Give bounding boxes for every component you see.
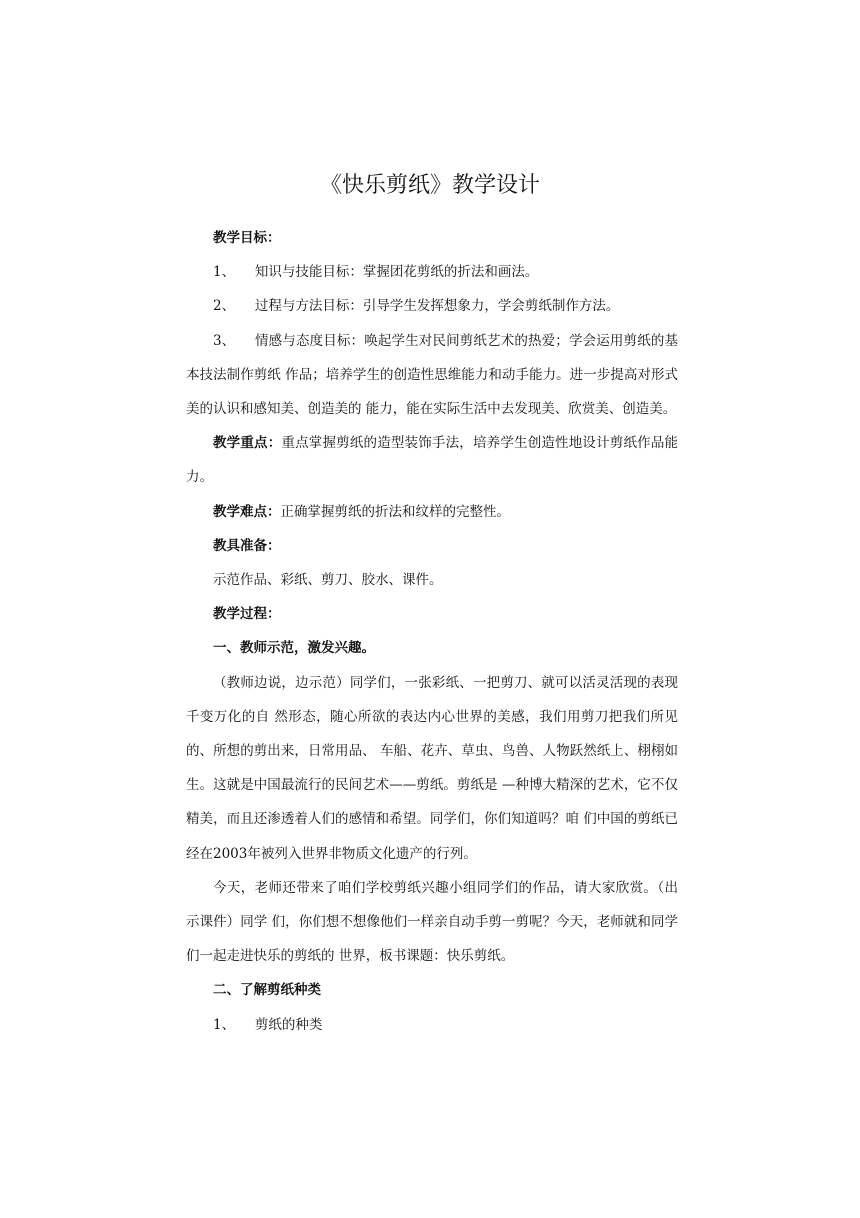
- document-body: [186, 221, 678, 1042]
- item-number: 1、: [213, 1016, 236, 1033]
- section-2-item-1: [186, 1008, 678, 1042]
- difficulty-label: 教学难点：: [213, 503, 281, 520]
- tools-heading: 教具准备：: [213, 537, 281, 554]
- item-text: 剪纸的种类: [254, 1016, 323, 1033]
- process-heading: 教学过程：: [213, 606, 281, 623]
- difficulty-paragraph: [186, 495, 678, 529]
- section-1-paragraph-2: 今天，老师还带来了咱们学校剪纸兴趣小组同学们的作品，请大家欣赏。（出示课件）同学 们，你们想不想像他们一样亲自动手剪一剪呢？今天，老师就和同学们一起走进快乐的剪纸的 世界，板书课题：快乐剪纸。: [186, 879, 678, 965]
- objective-number: 3、: [213, 332, 236, 349]
- objective-number: 1、: [213, 264, 236, 281]
- key-point-label: 教学重点：: [213, 435, 282, 452]
- section-1-paragraph-1: （教师边说，边示范）同学们，一张彩纸、一把剪刀、就可以活灵活现的表现千变万化的自 然形态，随心所欲的表达内心世界的美感，我们用剪刀把我们所见的、所想的剪出来，日常用品、 车船、花卉、草虫、鸟兽、人物跃然纸上、栩栩如生。这就是中国最流行的民间艺术——剪纸。剪纸是 —种博大精深的艺术，它不仅精美，而且还渗透着人们的感情和希望。同学们，你们知道吗？咱 们中国的剪纸已经在2003年被列入世界非物质文化遗产的行列。: [186, 674, 678, 862]
- section-1-heading: 一、教师示范，激发兴趣。: [213, 640, 375, 657]
- objective-number: 2、: [213, 298, 236, 315]
- key-point-text: 重点掌握剪纸的造型装饰手法，培养学生创造性地设计剪纸作品能力。: [186, 435, 679, 486]
- objective-text: 知识与技能目标：掌握团花剪纸的折法和画法。: [254, 264, 539, 281]
- objectives-heading: 教学目标：: [213, 230, 281, 246]
- objective-text: 情感与态度目标：唤起学生对民间剪纸艺术的热爱；学会运用剪纸的基本技法制作剪纸 作品；培养学生的创造性思维能力和动手能力。进一步提高对形式美的认识和感知美、创造美的 能力，能在实际生活中去发现美、欣赏美、创造美。: [186, 332, 678, 418]
- key-point-paragraph: [186, 426, 678, 494]
- section-2-heading: 二、了解剪纸种类: [213, 982, 321, 999]
- document-title: 《快乐剪纸》教学设计: [319, 173, 540, 198]
- objective-item-1: [186, 255, 678, 289]
- difficulty-text: 正确掌握剪纸的折法和纹样的完整性。: [280, 503, 510, 520]
- tools-text: 示范作品、彩纸、剪刀、胶水、课件。: [213, 572, 443, 589]
- objective-item-3: [186, 324, 678, 427]
- objective-text: 过程与方法目标：引导学生发挥想象力，学会剪纸制作方法。: [254, 298, 620, 315]
- objective-item-2: [186, 289, 678, 323]
